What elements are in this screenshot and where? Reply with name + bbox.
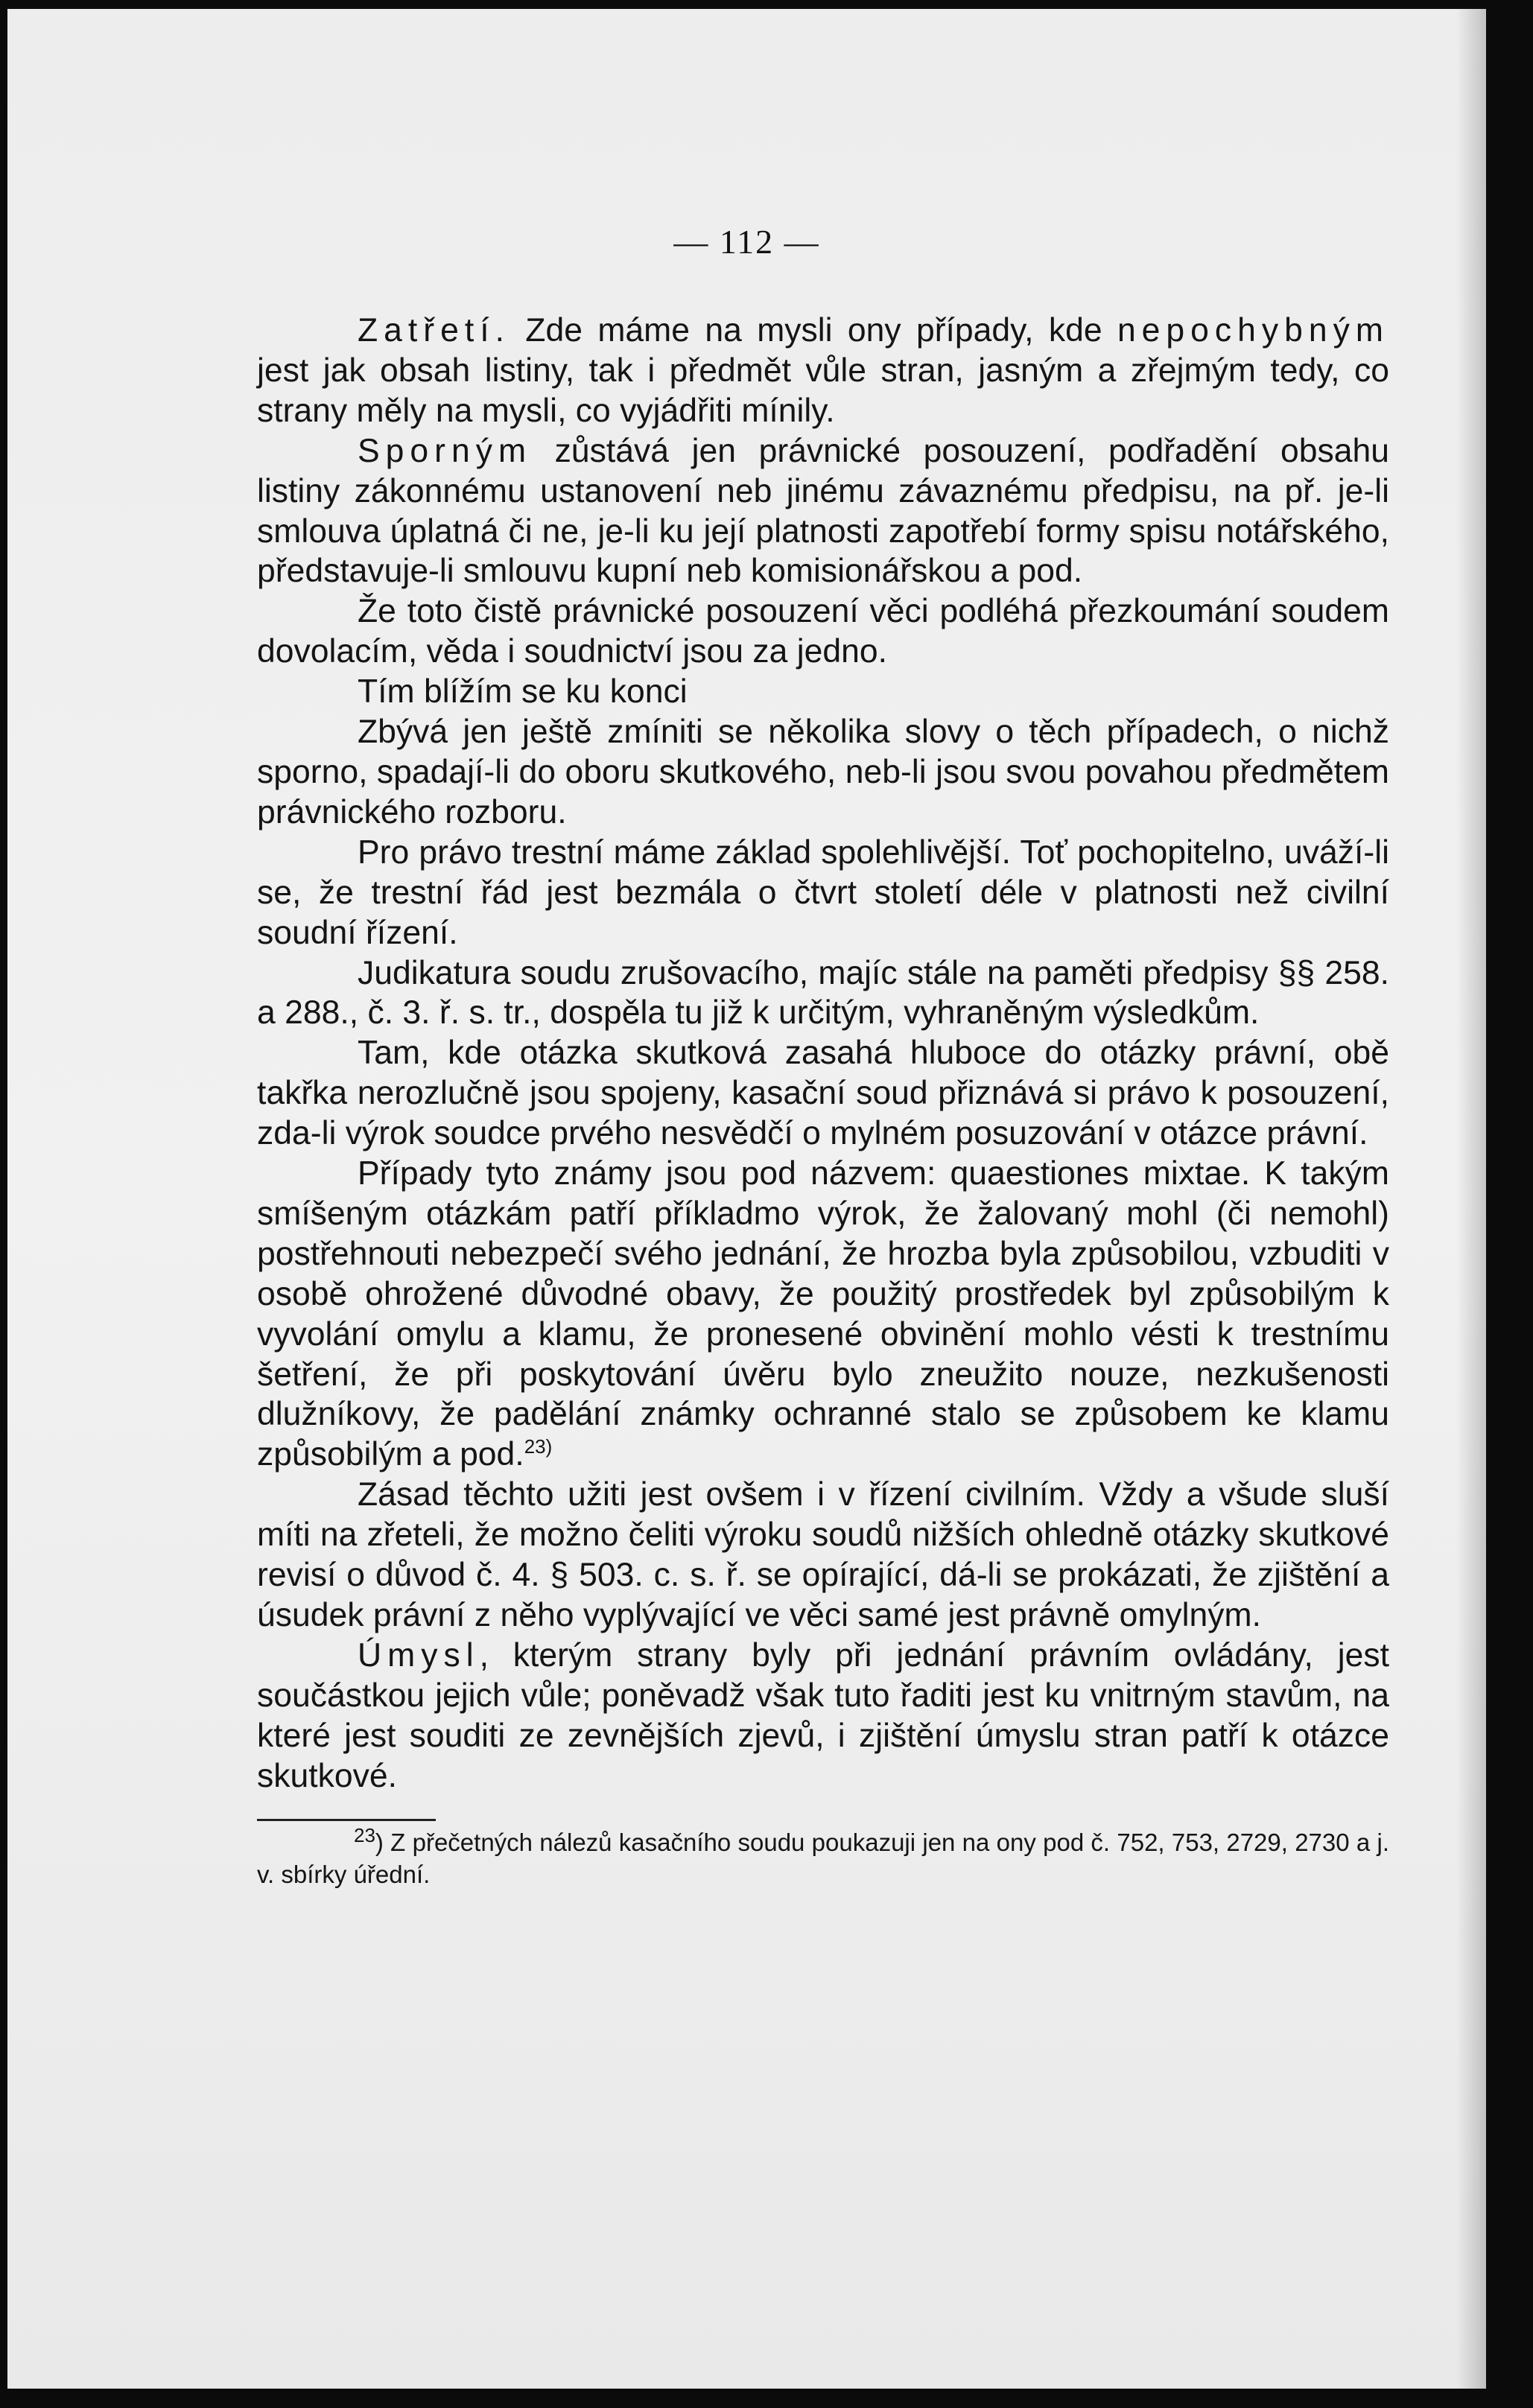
paragraph-5: Zbývá jen ještě zmíniti se několika slovy o těch případech, o nichž sporno, spadají-li do oboru skutkového, neb-li jsou svou povahou předmětem právnického rozboru. <box>257 714 1389 830</box>
paragraph-10: Zásad těchto užiti jest ovšem i v řízení civilním. Vždy a všude sluší míti na zřeteli, že možno čeliti výroku soudů nižších ohledně otázky skutkové revisí o důvod č. 4. § 503. c. s. ř. se opírající, dá-li se prokázati, že zjištění a úsudek právní z něho vyplývající ve věci samé jest právně omylným. <box>257 1476 1389 1633</box>
body-text <box>257 311 1389 1797</box>
paragraph-2 <box>257 431 1389 592</box>
paragraph-6: Pro právo trestní máme základ spolehlivější. Toť pochopitelno, uváží-li se, že trestní řád jest bezmála o čtvrt století déle v platnosti než civilní soudní řízení. <box>257 833 1389 951</box>
spaced-emphasis: nepochybným <box>1117 312 1389 349</box>
paragraph-text: Případy tyto známy jsou pod názvem: quaestiones mixtae. K takým smíšeným otázkám patří příkladmo výrok, že žalovaný mohl (či nemohl) postřehnouti nebezpečí svého jednání, že hrozba byla způsobilou, vzbuditi v osobě ohrožené důvodné obavy, že použitý prostředek byl způsobilým k vyvolání omylu a klamu, že pronesené obvinění mohlo vésti k trestnímu šetření, že při poskytování úvěru bylo zneužito nouze, nezkušenosti dlužníkovy, že padělání známky ochranné stalo se způsobem ke klamu způsobilým a pod. <box>257 1155 1389 1473</box>
paragraph-text: Zde máme na mysli ony případy, kde <box>510 312 1117 349</box>
paragraph-1 <box>257 311 1389 431</box>
paragraph-4: Tím blížím se ku konci <box>358 673 688 711</box>
paragraph-11 <box>257 1636 1389 1797</box>
page-number: — 112 — <box>673 223 820 261</box>
paragraph-text: jest jak obsah listiny, tak i předmět vůle stran, jasným a zřejmým tedy, co strany měly na mysli, co vyjádřiti mínily. <box>257 352 1389 429</box>
footnote-paragraph <box>257 1826 1389 1890</box>
paragraph-text: zůstává jen právnické posouzení, podřadění obsahu listiny zákonnému ustanovení neb jinému závaznému předpisu, na př. je-li smlouva úplatná či ne, je-li ku její platnosti zapotřebí formy spisu notářského, představuje-li smlouvu kupní neb komisionářskou a pod. <box>257 432 1389 590</box>
paragraph-9 <box>257 1154 1389 1475</box>
spaced-emphasis: Zatřetí. <box>358 312 510 349</box>
footnote-text: ) Z přečetných nálezů kasačního soudu poukazuji jen na ony pod č. 752, 753, 2729, 2730 a j. v. sbírky úřední. <box>257 1829 1389 1888</box>
footnote-reference[interactable]: 23) <box>524 1435 553 1458</box>
footnote <box>257 1826 1389 1890</box>
paragraph-3: Že toto čistě právnické posouzení věci podléhá přezkoumání soudem dovolacím, věda i soudnictví jsou za jedno. <box>257 593 1389 670</box>
paragraph-text: , kterým strany byly při jednání právním ovládány, jest součástkou jejich vůle; poněvadž však tuto řaditi jest ku vnitrným stavům, na které jest souditi ze zevnějších zjevů, i zjištění úmyslu stran patří k otázce skutkové. <box>257 1636 1389 1794</box>
book-page <box>7 9 1486 2389</box>
spaced-emphasis: Sporným <box>358 432 533 469</box>
paragraph-7: Judikatura soudu zrušovacího, majíc stále na paměti předpisy §§ 258. a 288., č. 3. ř. s. tr., dospěla tu již k určitým, vyhraněným výsledkům. <box>257 954 1389 1032</box>
footnote-marker: 23 <box>354 1824 375 1846</box>
footnote-separator <box>257 1819 436 1821</box>
spaced-emphasis: Úmysl <box>358 1636 480 1674</box>
page-edge-shadow <box>1456 9 1486 2389</box>
paragraph-8: Tam, kde otázka skutková zasahá hluboce do otázky právní, obě takřka nerozlučně jsou spojeny, kasační soud přiznává si právo k posouzení, zda-li výrok soudce prvého nesvědčí o mylném posuzování v otázce právní. <box>257 1035 1389 1152</box>
